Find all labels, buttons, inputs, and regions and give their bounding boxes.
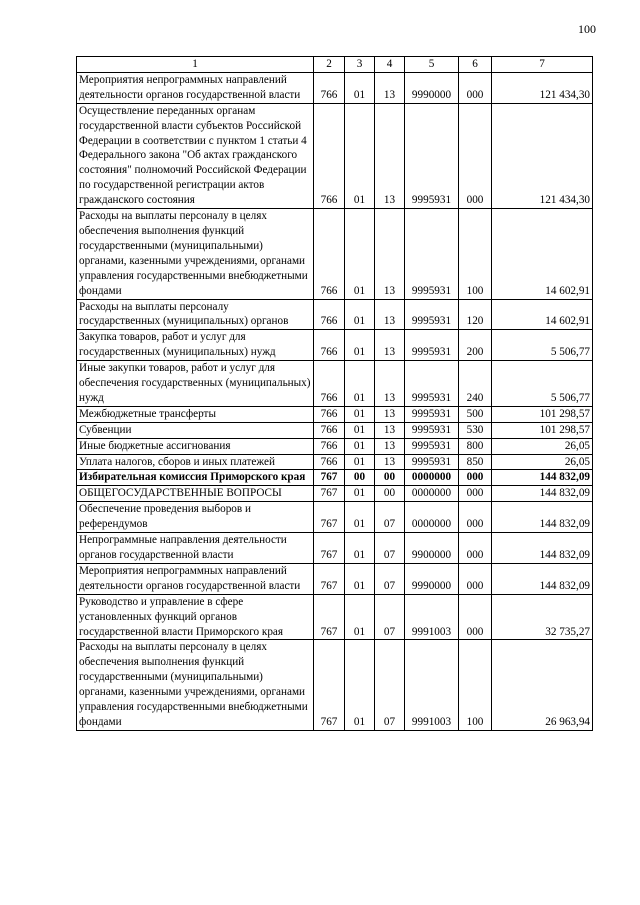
row-target-article-code: 9990000 bbox=[405, 72, 459, 103]
row-subsection-code: 13 bbox=[375, 438, 405, 454]
row-name: Расходы на выплаты персоналу в целях обеспечения выполнения функций государственными (муниципальными) органами, казенными учреждениями, органами управления государственными внебюджетными фондами bbox=[77, 640, 314, 730]
row-name: ОБЩЕГОСУДАРСТВЕННЫЕ ВОПРОСЫ bbox=[77, 486, 314, 502]
table-row bbox=[77, 299, 593, 330]
row-expense-type-code: 000 bbox=[459, 563, 492, 594]
row-target-article-code: 9995931 bbox=[405, 422, 459, 438]
row-section-code: 01 bbox=[345, 299, 375, 330]
row-section-code: 01 bbox=[345, 454, 375, 470]
table-row bbox=[77, 72, 593, 103]
row-name: Расходы на выплаты персоналу государственных (муниципальных) органов bbox=[77, 299, 314, 330]
row-amount: 144 832,09 bbox=[492, 470, 593, 486]
row-expense-type-code: 530 bbox=[459, 422, 492, 438]
row-name: Мероприятия непрограммных направлений деятельности органов государственной власти bbox=[77, 563, 314, 594]
row-subsection-code: 07 bbox=[375, 563, 405, 594]
header-row bbox=[77, 57, 593, 73]
row-expense-type-code: 200 bbox=[459, 330, 492, 361]
row-section-code: 01 bbox=[345, 103, 375, 208]
row-section-code: 00 bbox=[345, 470, 375, 486]
row-target-article-code: 9991003 bbox=[405, 640, 459, 730]
row-subsection-code: 00 bbox=[375, 470, 405, 486]
row-amount: 101 298,57 bbox=[492, 406, 593, 422]
row-amount: 101 298,57 bbox=[492, 422, 593, 438]
row-expense-type-code: 000 bbox=[459, 103, 492, 208]
row-subsection-code: 13 bbox=[375, 361, 405, 407]
row-ved-code: 766 bbox=[314, 330, 345, 361]
row-expense-type-code: 500 bbox=[459, 406, 492, 422]
row-subsection-code: 13 bbox=[375, 406, 405, 422]
row-amount: 144 832,09 bbox=[492, 502, 593, 533]
row-section-code: 01 bbox=[345, 422, 375, 438]
row-subsection-code: 13 bbox=[375, 422, 405, 438]
row-subsection-code: 13 bbox=[375, 209, 405, 299]
row-subsection-code: 00 bbox=[375, 486, 405, 502]
row-expense-type-code: 800 bbox=[459, 438, 492, 454]
row-name: Субвенции bbox=[77, 422, 314, 438]
row-subsection-code: 13 bbox=[375, 330, 405, 361]
row-subsection-code: 07 bbox=[375, 594, 405, 640]
row-subsection-code: 07 bbox=[375, 502, 405, 533]
row-amount: 26,05 bbox=[492, 454, 593, 470]
row-section-code: 01 bbox=[345, 438, 375, 454]
row-ved-code: 767 bbox=[314, 594, 345, 640]
table-row bbox=[77, 470, 593, 486]
row-name: Избирательная комиссия Приморского края bbox=[77, 470, 314, 486]
row-name: Руководство и управление в сфере установленных функций органов государственной власти Приморского края bbox=[77, 594, 314, 640]
row-section-code: 01 bbox=[345, 406, 375, 422]
row-target-article-code: 9995931 bbox=[405, 330, 459, 361]
row-amount: 144 832,09 bbox=[492, 486, 593, 502]
row-ved-code: 767 bbox=[314, 640, 345, 730]
row-ved-code: 767 bbox=[314, 502, 345, 533]
row-amount: 121 434,30 bbox=[492, 103, 593, 208]
row-expense-type-code: 100 bbox=[459, 209, 492, 299]
row-name: Расходы на выплаты персоналу в целях обеспечения выполнения функций государственными (муниципальными) органами, казенными учреждениями, органами управления государственными внебюджетными фондами bbox=[77, 209, 314, 299]
row-expense-type-code: 000 bbox=[459, 486, 492, 502]
row-amount: 144 832,09 bbox=[492, 533, 593, 564]
row-section-code: 01 bbox=[345, 330, 375, 361]
table-body bbox=[77, 72, 593, 730]
row-section-code: 01 bbox=[345, 209, 375, 299]
row-section-code: 01 bbox=[345, 486, 375, 502]
table-row bbox=[77, 330, 593, 361]
row-section-code: 01 bbox=[345, 502, 375, 533]
row-subsection-code: 07 bbox=[375, 533, 405, 564]
table-row bbox=[77, 438, 593, 454]
table-row bbox=[77, 502, 593, 533]
row-target-article-code: 9995931 bbox=[405, 361, 459, 407]
row-ved-code: 767 bbox=[314, 470, 345, 486]
row-name: Иные бюджетные ассигнования bbox=[77, 438, 314, 454]
row-subsection-code: 13 bbox=[375, 299, 405, 330]
table-row bbox=[77, 209, 593, 299]
row-amount: 144 832,09 bbox=[492, 563, 593, 594]
row-section-code: 01 bbox=[345, 361, 375, 407]
row-amount: 32 735,27 bbox=[492, 594, 593, 640]
row-subsection-code: 13 bbox=[375, 103, 405, 208]
header-col-1: 1 bbox=[77, 57, 314, 73]
row-ved-code: 766 bbox=[314, 361, 345, 407]
row-ved-code: 766 bbox=[314, 209, 345, 299]
row-amount: 5 506,77 bbox=[492, 330, 593, 361]
row-expense-type-code: 000 bbox=[459, 470, 492, 486]
row-ved-code: 767 bbox=[314, 486, 345, 502]
row-expense-type-code: 240 bbox=[459, 361, 492, 407]
row-subsection-code: 13 bbox=[375, 72, 405, 103]
table-row bbox=[77, 640, 593, 730]
row-ved-code: 767 bbox=[314, 533, 345, 564]
table-row bbox=[77, 454, 593, 470]
row-ved-code: 766 bbox=[314, 438, 345, 454]
row-amount: 14 602,91 bbox=[492, 209, 593, 299]
header-col-4: 4 bbox=[375, 57, 405, 73]
row-target-article-code: 0000000 bbox=[405, 470, 459, 486]
row-target-article-code: 0000000 bbox=[405, 486, 459, 502]
row-amount: 5 506,77 bbox=[492, 361, 593, 407]
table-row bbox=[77, 422, 593, 438]
table-row bbox=[77, 103, 593, 208]
table-row bbox=[77, 406, 593, 422]
row-amount: 26 963,94 bbox=[492, 640, 593, 730]
budget-table bbox=[76, 56, 593, 731]
row-target-article-code: 0000000 bbox=[405, 502, 459, 533]
row-name: Мероприятия непрограммных направлений деятельности органов государственной власти bbox=[77, 72, 314, 103]
row-section-code: 01 bbox=[345, 594, 375, 640]
header-col-7: 7 bbox=[492, 57, 593, 73]
row-expense-type-code: 000 bbox=[459, 502, 492, 533]
row-section-code: 01 bbox=[345, 563, 375, 594]
row-target-article-code: 9991003 bbox=[405, 594, 459, 640]
row-expense-type-code: 120 bbox=[459, 299, 492, 330]
row-name: Непрограммные направления деятельности органов государственной власти bbox=[77, 533, 314, 564]
row-expense-type-code: 000 bbox=[459, 72, 492, 103]
row-section-code: 01 bbox=[345, 640, 375, 730]
row-subsection-code: 07 bbox=[375, 640, 405, 730]
row-name: Обеспечение проведения выборов и референдумов bbox=[77, 502, 314, 533]
row-ved-code: 766 bbox=[314, 406, 345, 422]
row-expense-type-code: 000 bbox=[459, 533, 492, 564]
row-target-article-code: 9995931 bbox=[405, 299, 459, 330]
table-row bbox=[77, 361, 593, 407]
table-row bbox=[77, 486, 593, 502]
row-ved-code: 766 bbox=[314, 422, 345, 438]
row-target-article-code: 9990000 bbox=[405, 563, 459, 594]
page-number: 100 bbox=[578, 22, 596, 36]
row-expense-type-code: 000 bbox=[459, 594, 492, 640]
header-col-5: 5 bbox=[405, 57, 459, 73]
table-row bbox=[77, 563, 593, 594]
header-col-2: 2 bbox=[314, 57, 345, 73]
row-amount: 121 434,30 bbox=[492, 72, 593, 103]
row-target-article-code: 9995931 bbox=[405, 209, 459, 299]
row-name: Уплата налогов, сборов и иных платежей bbox=[77, 454, 314, 470]
row-name: Иные закупки товаров, работ и услуг для обеспечения государственных (муниципальных) нужд bbox=[77, 361, 314, 407]
row-target-article-code: 9995931 bbox=[405, 103, 459, 208]
row-expense-type-code: 850 bbox=[459, 454, 492, 470]
row-expense-type-code: 100 bbox=[459, 640, 492, 730]
header-col-3: 3 bbox=[345, 57, 375, 73]
row-name: Межбюджетные трансферты bbox=[77, 406, 314, 422]
row-target-article-code: 9995931 bbox=[405, 406, 459, 422]
row-name: Закупка товаров, работ и услуг для государственных (муниципальных) нужд bbox=[77, 330, 314, 361]
row-amount: 14 602,91 bbox=[492, 299, 593, 330]
row-target-article-code: 9995931 bbox=[405, 454, 459, 470]
row-ved-code: 766 bbox=[314, 454, 345, 470]
row-section-code: 01 bbox=[345, 533, 375, 564]
row-target-article-code: 9995931 bbox=[405, 438, 459, 454]
row-ved-code: 766 bbox=[314, 299, 345, 330]
row-subsection-code: 13 bbox=[375, 454, 405, 470]
table-row bbox=[77, 594, 593, 640]
row-name: Осуществление переданных органам государственной власти субъектов Российской Федерации в соответствии с пунктом 1 статьи 4 Федерального закона "Об актах гражданского состояния" полномочий Российской Федерации по государственной регистрации актов гражданского состояния bbox=[77, 103, 314, 208]
table-row bbox=[77, 533, 593, 564]
row-section-code: 01 bbox=[345, 72, 375, 103]
row-ved-code: 766 bbox=[314, 72, 345, 103]
header-col-6: 6 bbox=[459, 57, 492, 73]
row-ved-code: 766 bbox=[314, 103, 345, 208]
row-ved-code: 767 bbox=[314, 563, 345, 594]
row-target-article-code: 9900000 bbox=[405, 533, 459, 564]
row-amount: 26,05 bbox=[492, 438, 593, 454]
